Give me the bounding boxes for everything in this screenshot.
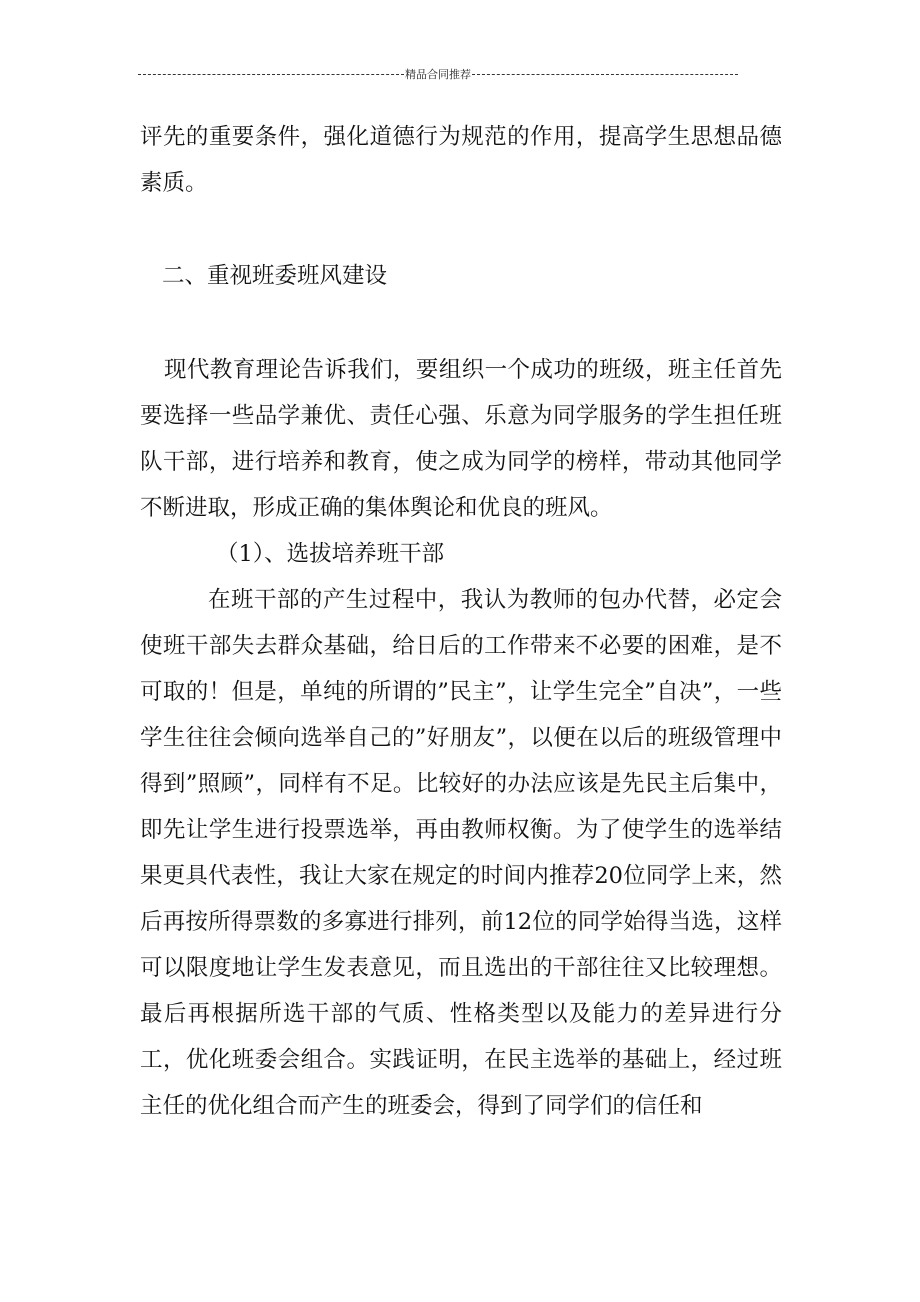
paragraph-3: 在班干部的产生过程中，我认为教师的包办代替，必定会使班干部失去群众基础，给日后的工作带来不必要的困难，是不可取的！但是，单纯的所谓的”民主”，让学生完全”自决”，一些学生往往会倾向选举自己的”好朋友”，以便在以后的班级管理中得到”照顾”，同样有不足。比较好的办法应该是先民主后集中，即先让学生进行投票选举，再由教师权衡。为了使学生的选举结果更具代表性，我让大家在规定的时间内推荐20位同学上来，然后再按所得票数的多寡进行排列，前12位的同学始得当选，这样可以限度地让学生发表意见，而且选出的干部往往又比较理想。最后再根据所选干部的气质、性格类型以及能力的差异进行分工，优化班委会组合。实践证明，在民主选举的基础上，经过班主任的优化组合而产生的班委会，得到了同学们的信任和 [140, 587, 782, 1119]
subheading-1: （1）、选拔培养班干部 [216, 541, 445, 567]
document-body [140, 114, 782, 1129]
paragraph-2: 现代教育理论告诉我们，要组织一个成功的班级，班主任首先要选择一些品学兼优、责任心强、乐意为同学服务的学生担任班队干部，进行培养和教育，使之成为同学的榜样，带动其他同学不断进取，形成正确的集体舆论和优良的班风。 [140, 357, 782, 521]
header-title: 精品合同推荐 [405, 68, 471, 81]
section-heading-2: 二、重视班委班风建设 [162, 263, 388, 289]
header-divider-left [138, 74, 404, 75]
header-divider-right [472, 74, 738, 75]
paragraph-1: 评先的重要条件，强化道德行为规范的作用，提高学生思想品德素质。 [140, 124, 782, 196]
page-header [138, 64, 738, 84]
